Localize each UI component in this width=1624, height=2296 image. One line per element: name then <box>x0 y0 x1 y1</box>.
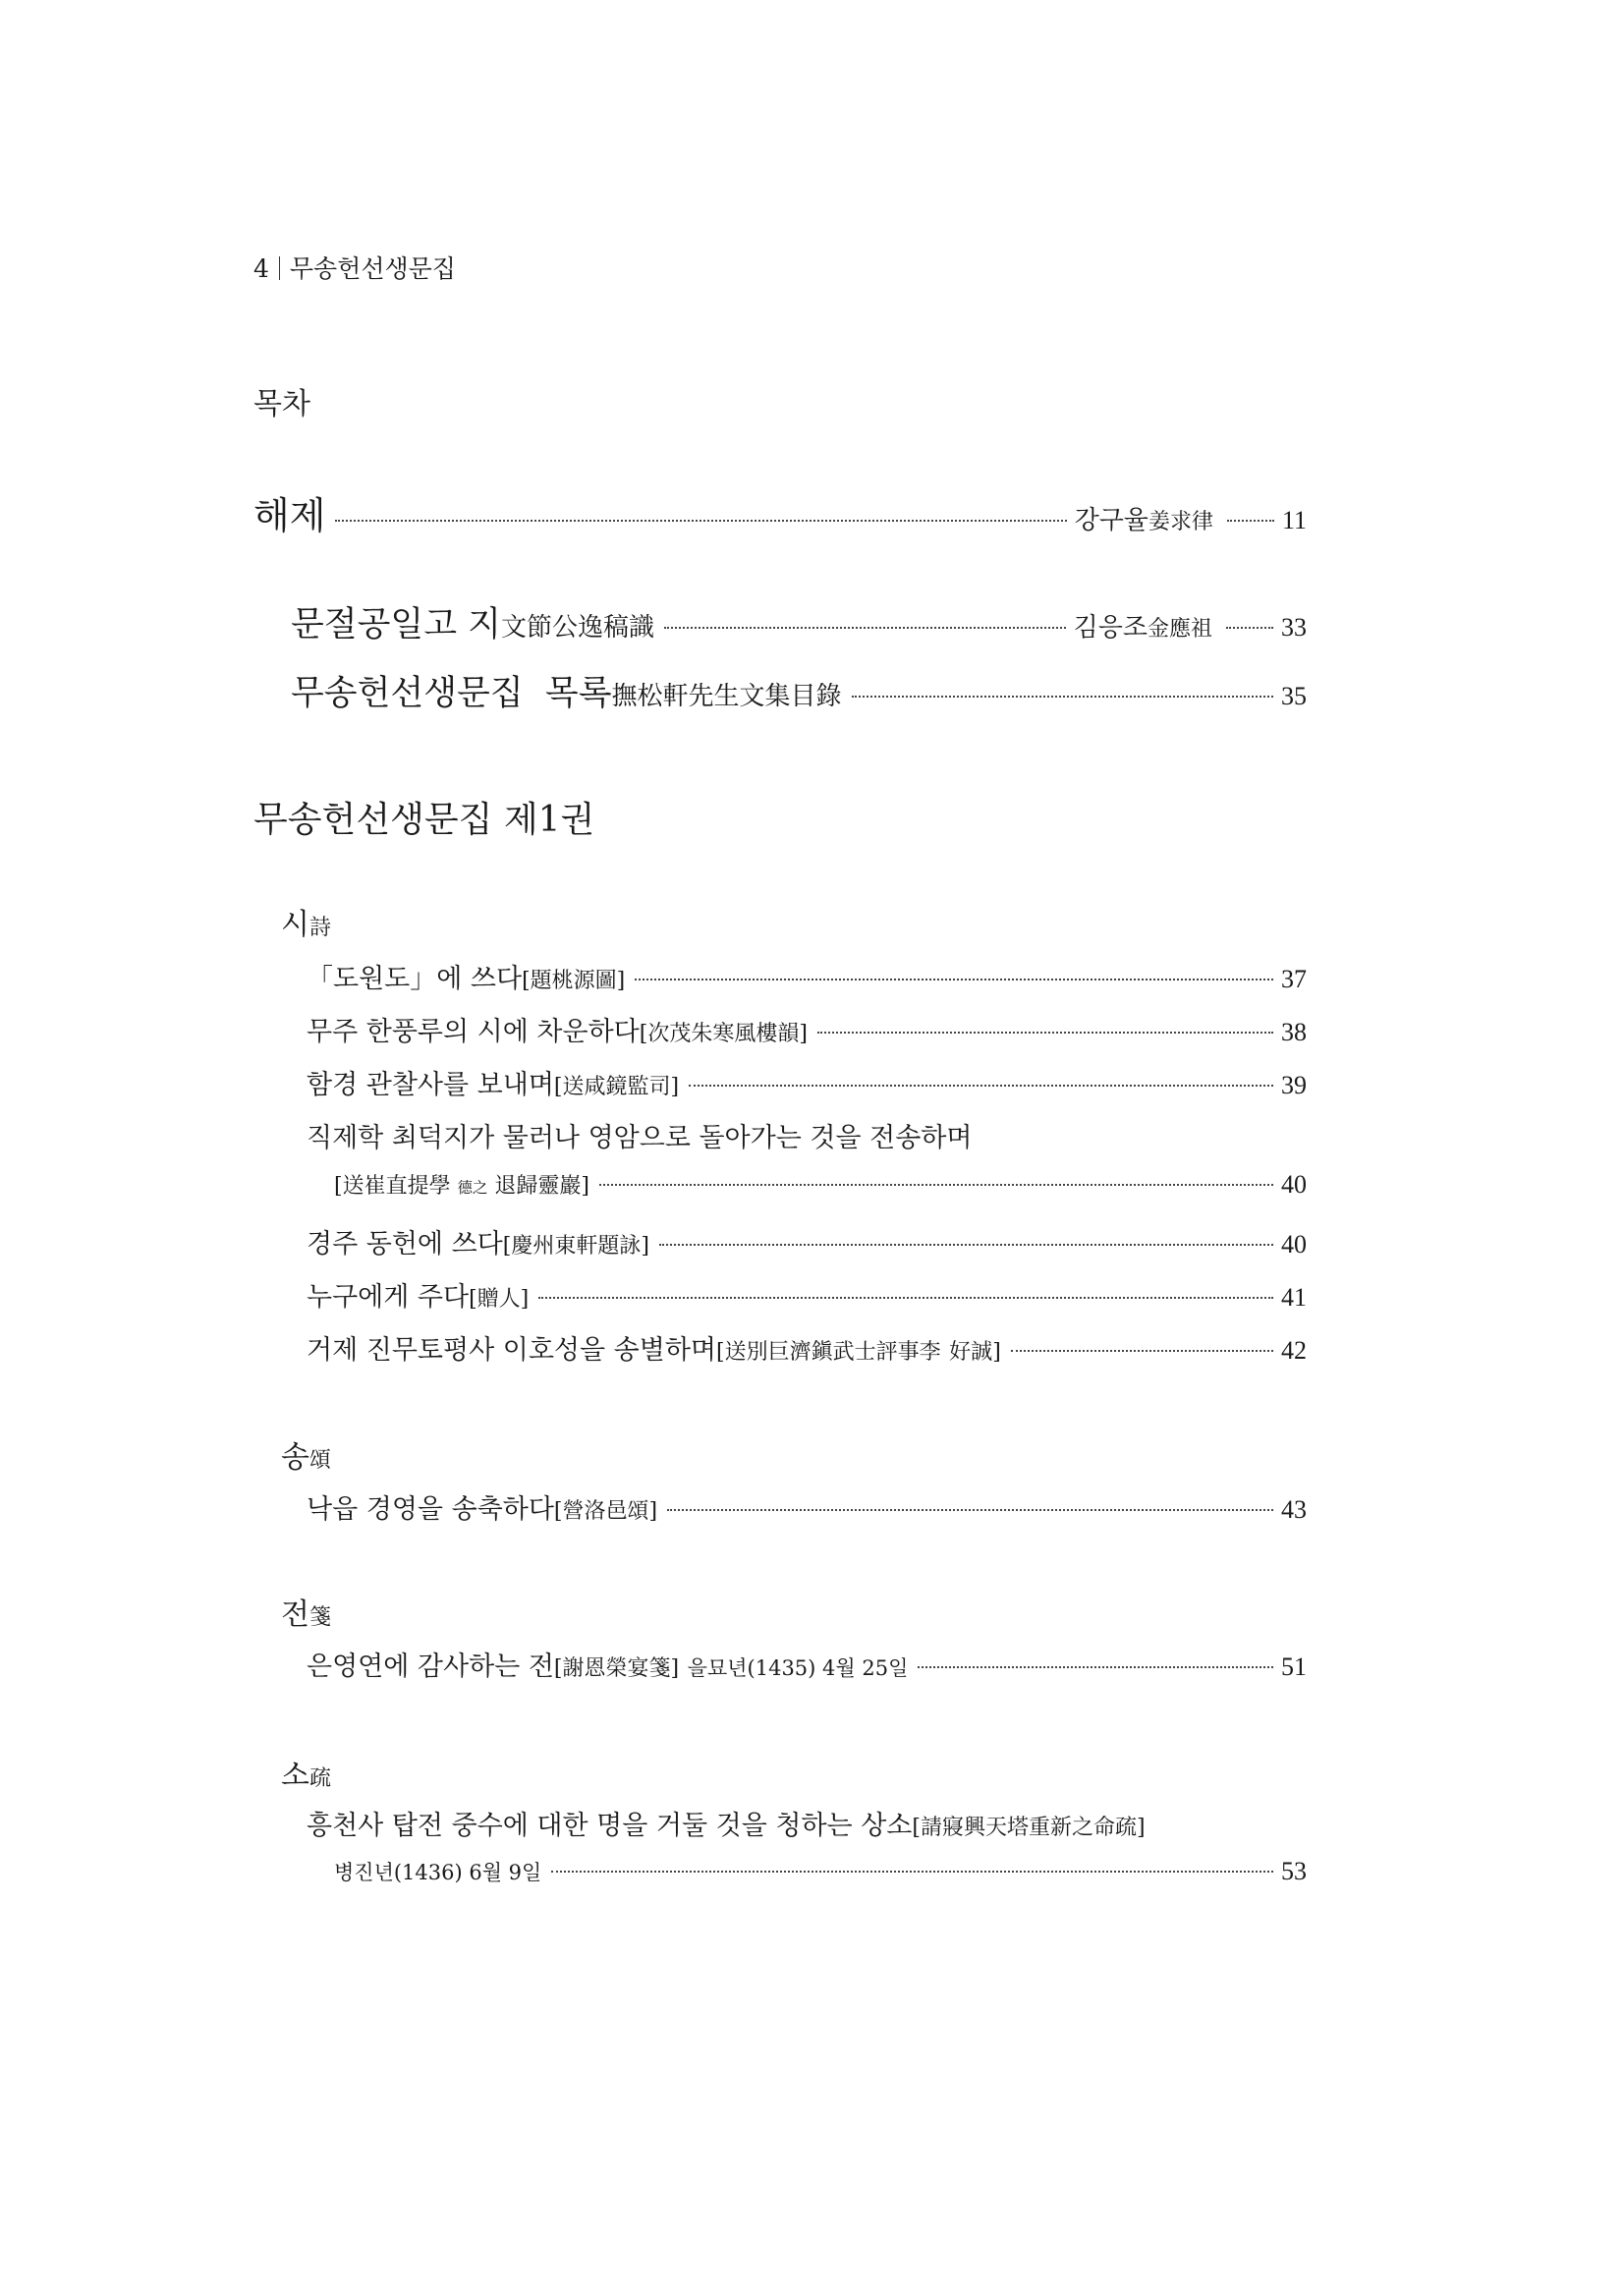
entry-title: 「도원도」에 쓰다[題桃源圖] <box>307 964 626 994</box>
toc-entry[interactable] <box>307 957 1307 995</box>
toc-entry-intro[interactable] <box>253 485 1307 539</box>
leader-dots <box>335 520 1066 522</box>
category-so: 소疏 <box>281 1759 331 1793</box>
entry-page: 41 <box>1281 1283 1307 1312</box>
entry-title: 무송헌선생문집 목록撫松軒先生文集目錄 <box>291 674 842 713</box>
toc-entry[interactable] <box>307 1063 1307 1101</box>
page-number: 4 <box>253 254 269 283</box>
leader-dots <box>667 1509 1273 1511</box>
header-divider <box>279 256 280 280</box>
category-jeon: 전箋 <box>281 1597 331 1632</box>
entry-page: 37 <box>1281 965 1307 993</box>
entry-title: 낙읍 경영을 송축하다[營洛邑頌] <box>307 1494 658 1525</box>
leader-dots <box>664 627 1066 629</box>
entry-title: 해제 <box>253 494 326 537</box>
leader-dots <box>852 696 1273 698</box>
entry-title: 거제 진무토평사 이호성을 송별하며[送別巨濟鎭武士評事李 好誠] <box>307 1335 1001 1366</box>
entry-title-hanja: [送崔直提學 德之 退歸靈巖] <box>334 1174 589 1199</box>
entry-title: 문절공일고 지文節公逸稿識 <box>291 605 655 644</box>
toc-entry[interactable] <box>307 1275 1307 1314</box>
toc-entry[interactable] <box>334 1857 1307 1886</box>
entry-page: 39 <box>1281 1071 1307 1099</box>
leader-dots <box>551 1871 1273 1873</box>
book-title: 무송헌선생문집 <box>289 254 456 283</box>
entry-page: 51 <box>1281 1652 1307 1681</box>
entry-page: 33 <box>1281 613 1307 642</box>
running-header <box>253 250 456 285</box>
category-song: 송頌 <box>281 1440 331 1475</box>
leader-dots <box>1226 627 1273 629</box>
toc-entry-preface[interactable] <box>291 597 1307 646</box>
leader-dots <box>1227 520 1274 522</box>
entry-page: 42 <box>1281 1336 1307 1365</box>
toc-entry-contents[interactable] <box>291 666 1307 715</box>
entry-page: 40 <box>1281 1170 1307 1199</box>
toc-entry[interactable] <box>307 1487 1307 1526</box>
toc-entry[interactable] <box>307 1010 1307 1048</box>
entry-title: 함경 관찰사를 보내며[送咸鏡監司] <box>307 1070 680 1100</box>
leader-dots <box>918 1666 1273 1668</box>
toc-title: 목차 <box>253 387 310 421</box>
toc-entry-title-line[interactable]: 흥천사 탑전 중수에 대한 명을 거둘 것을 청하는 상소[請寢興天塔重新之命疏] <box>307 1811 1146 1841</box>
toc-entry[interactable] <box>307 1645 1307 1683</box>
entry-page: 53 <box>1281 1857 1307 1885</box>
leader-dots <box>599 1184 1273 1186</box>
entry-note: 병진년(1436) 6월 9일 <box>334 1861 542 1884</box>
entry-title: 경주 동헌에 쓰다[慶州東軒題詠] <box>307 1229 649 1260</box>
entry-page: 40 <box>1281 1230 1307 1259</box>
toc-entry[interactable] <box>307 1222 1307 1260</box>
leader-dots <box>817 1032 1273 1034</box>
toc-entry[interactable] <box>307 1328 1307 1367</box>
entry-author: 강구율姜求律 <box>1074 506 1213 535</box>
leader-dots <box>635 979 1273 980</box>
entry-title: 은영연에 감사하는 전[謝恩榮宴箋] 을묘년(1435) 4월 25일 <box>307 1652 909 1682</box>
toc-entry[interactable] <box>334 1169 1307 1200</box>
entry-page: 43 <box>1281 1495 1307 1524</box>
toc-entry-title-line[interactable]: 직제학 최덕지가 물러나 영암으로 돌아가는 것을 전송하며 <box>307 1123 973 1153</box>
leader-dots <box>538 1297 1273 1299</box>
entry-page: 38 <box>1281 1018 1307 1046</box>
entry-author: 김응조金應祖 <box>1073 613 1212 643</box>
category-poem: 시詩 <box>281 908 331 942</box>
volume-title: 무송헌선생문집 제1권 <box>253 800 595 840</box>
leader-dots <box>659 1244 1273 1246</box>
entry-page: 11 <box>1281 506 1307 534</box>
entry-title: 무주 한풍루의 시에 차운하다[次茂朱寒風樓韻] <box>307 1017 808 1047</box>
leader-dots <box>689 1085 1273 1087</box>
entry-page: 35 <box>1281 682 1307 710</box>
entry-title: 누구에게 주다[贈人] <box>307 1282 530 1313</box>
leader-dots <box>1011 1350 1273 1352</box>
